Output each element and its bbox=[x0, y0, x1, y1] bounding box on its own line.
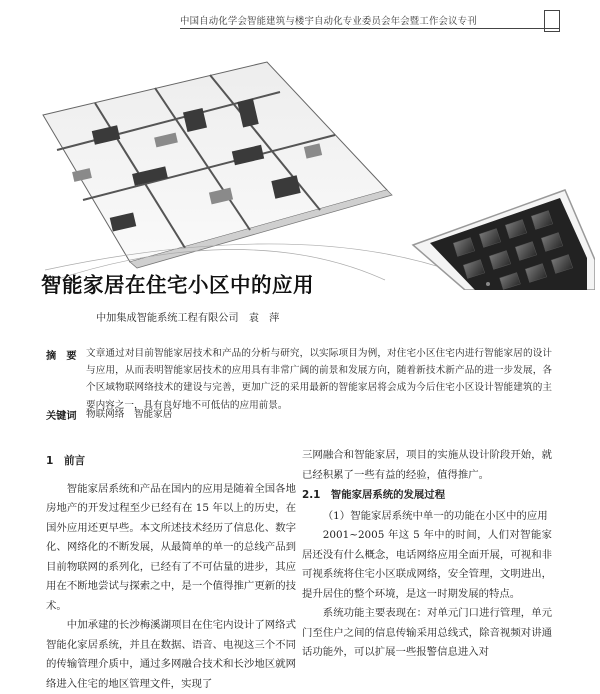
paragraph: 中加承建的长沙梅溪湖项目在住宅内设计了网络式智能化家居系统，并且在数据、语音、电视这三个不同的传输管理介质中，通过多网融合技术和长沙地区就网络进入住宅的地区管理文件，实现了 bbox=[46, 619, 296, 690]
paragraph: （1）智能家居系统中单一的功能在小区中的应用 bbox=[322, 509, 548, 522]
tablet-device bbox=[413, 190, 595, 290]
body-right-column bbox=[302, 446, 552, 663]
paragraph: 三网融合和智能家居，项目的实施从设计阶段开始，就已经积累了一些有益的经验，值得推广。 bbox=[302, 449, 552, 481]
body-left-column bbox=[46, 446, 296, 694]
abstract-label: 摘 要 bbox=[46, 351, 77, 362]
keywords-label: 关键词 bbox=[46, 411, 77, 422]
paragraph: 2001~2005 年这 5 年中的时间，人们对智能家居还没有什么概念，电话网络应用全面开展，可视和非可视系统将住宅小区联成网络，安全管理，文明进出，提升居住的整个环境，是这一时期发展的特点。 bbox=[302, 529, 552, 600]
journal-header: 中国自动化学会智能建筑与楼宇自动化专业委员会年会暨工作会议专刊 bbox=[180, 16, 477, 27]
section-heading-2-1: 2.1 智能家居系统的发展过程 bbox=[302, 489, 446, 501]
author-line: 中加集成智能系统工程有限公司 袁 萍 bbox=[96, 313, 280, 324]
keywords-text: 物联网络 智能家居 bbox=[86, 409, 173, 420]
paragraph: 系统功能主要表现在：对单元门口进行管理，单元门至住户之间的信息传输采用总线式，除音视频对讲通话功能外，可以扩展一些报警信息进入对 bbox=[302, 607, 552, 658]
section-heading-intro: 1 前言 bbox=[46, 455, 86, 467]
floor-plan-3d bbox=[43, 62, 455, 280]
hero-illustration bbox=[35, 40, 595, 290]
header-page-box bbox=[544, 10, 560, 32]
abstract-text: 文章通过对目前智能家居技术和产品的分析与研究，以实际项目为例，对住宅小区住宅内进行智能家居的设计与应用，从而表明智能家居技术的应用具有非常广阔的前景和发展方向，随着新技术新产品的进一步发展，各个区域物联网络技术的建设与完善，更加广泛的采用最新的智能家居将会成为今后住宅小区设计智能建筑的主要内容之一，具有良好地不可低估的应用前景。 bbox=[86, 348, 552, 411]
article-title: 智能家居在住宅小区中的应用 bbox=[41, 273, 314, 297]
header-rule bbox=[180, 28, 560, 29]
paragraph: 智能家居系统和产品在国内的应用是随着全国各地房地产的开发过程至少已经有在 15 年以上的历史，在国外应用还更早些。本文所述技术经历了信息化、数字化、网络化的不断发展，从最简单的单一的总线产品到目前物联网的系列化，已经有了不可估量的进步，其应用在不断地尝试与探索之中，是一个值得推广更新的技术。 bbox=[46, 482, 296, 612]
